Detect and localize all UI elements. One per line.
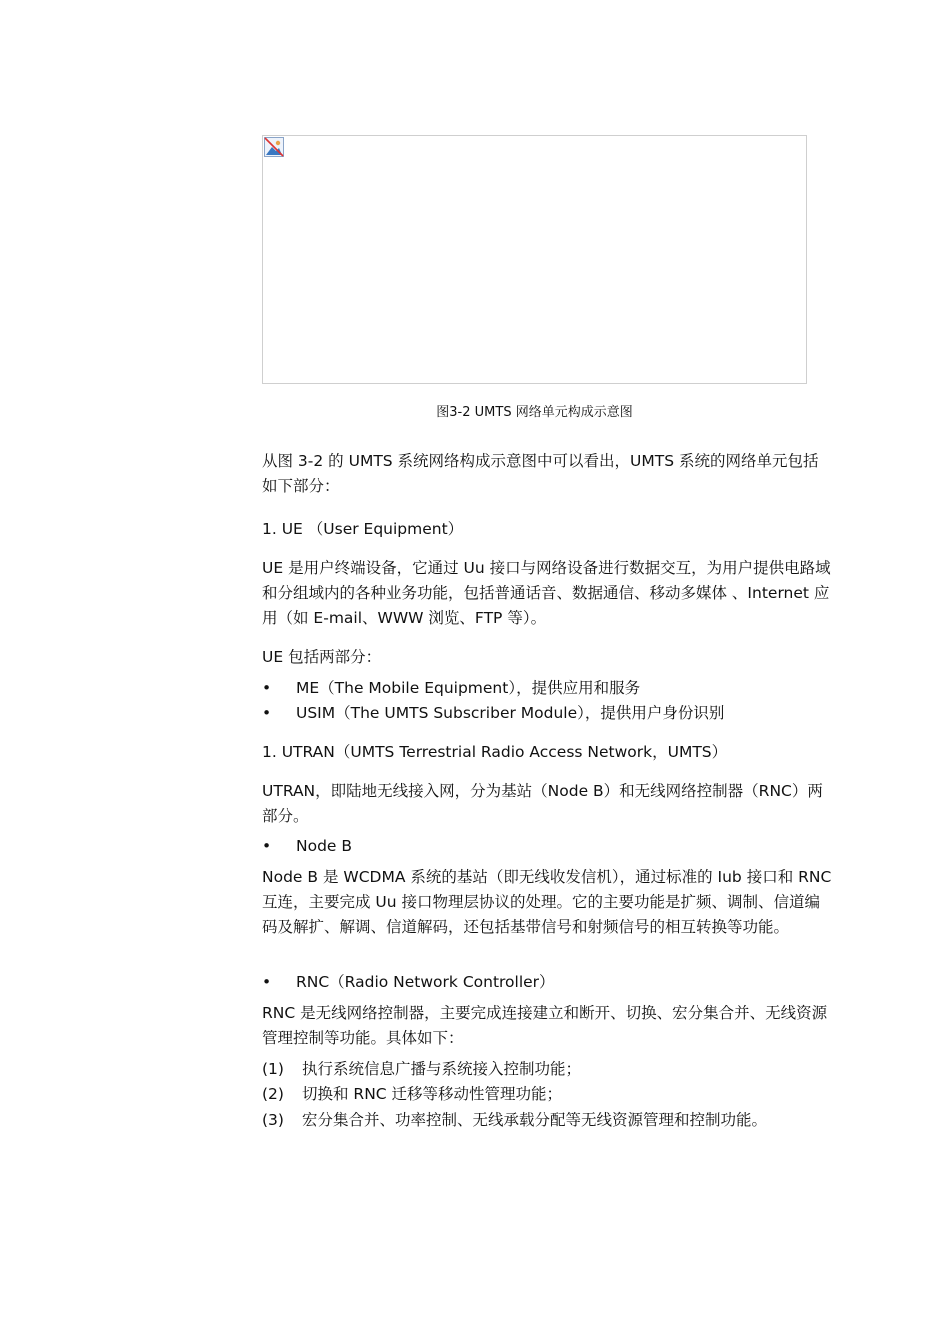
nodeb-description: Node B 是 WCDMA 系统的基站（即无线收发信机），通过标准的 Iub 接口和 RNC 互连，主要完成 Uu 接口物理层协议的处理。它的主要功能是扩频、调制、信道编码及解扩、解调、信道解码，还包括基带信号和射频信号的相互转换等功能。 — [262, 868, 832, 936]
intro-paragraph: 从图 3-2 的 UMTS 系统网络构成示意图中可以看出，UMTS 系统的网络单元包括如下部分： — [262, 452, 819, 495]
section-heading-utran: 1. UTRAN（UMTS Terrestrial Radio Access Network，UMTS） — [262, 743, 728, 761]
utran-description: UTRAN，即陆地无线接入网，分为基站（Node B）和无线网络控制器（RNC）两部分。 — [262, 782, 823, 825]
section-heading-ue: 1. UE （User Equipment） — [262, 520, 464, 538]
figure-image — [262, 135, 807, 384]
broken-image-icon — [264, 137, 284, 157]
rnc-description: RNC 是无线网络控制器，主要完成连接建立和断开、切换、宏分集合并、无线资源管理控制等功能。具体如下： — [262, 1004, 828, 1047]
figure-caption: 图3-2 UMTS 网络单元构成示意图 — [436, 405, 633, 420]
bullet-icon: • — [262, 837, 272, 855]
bullet-icon: • — [262, 679, 272, 697]
bullet-icon: • — [262, 704, 272, 722]
ue-description: UE 是用户终端设备，它通过 Uu 接口与网络设备进行数据交互，为用户提供电路域和分组域内的各种业务功能，包括普通话音、数据通信、移动多媒体 、Internet 应用（如 E-mail、WWW 浏览、FTP 等）。 — [262, 559, 831, 627]
bullet-icon: • — [262, 973, 272, 991]
ue-parts-intro: UE 包括两部分： — [262, 648, 382, 666]
